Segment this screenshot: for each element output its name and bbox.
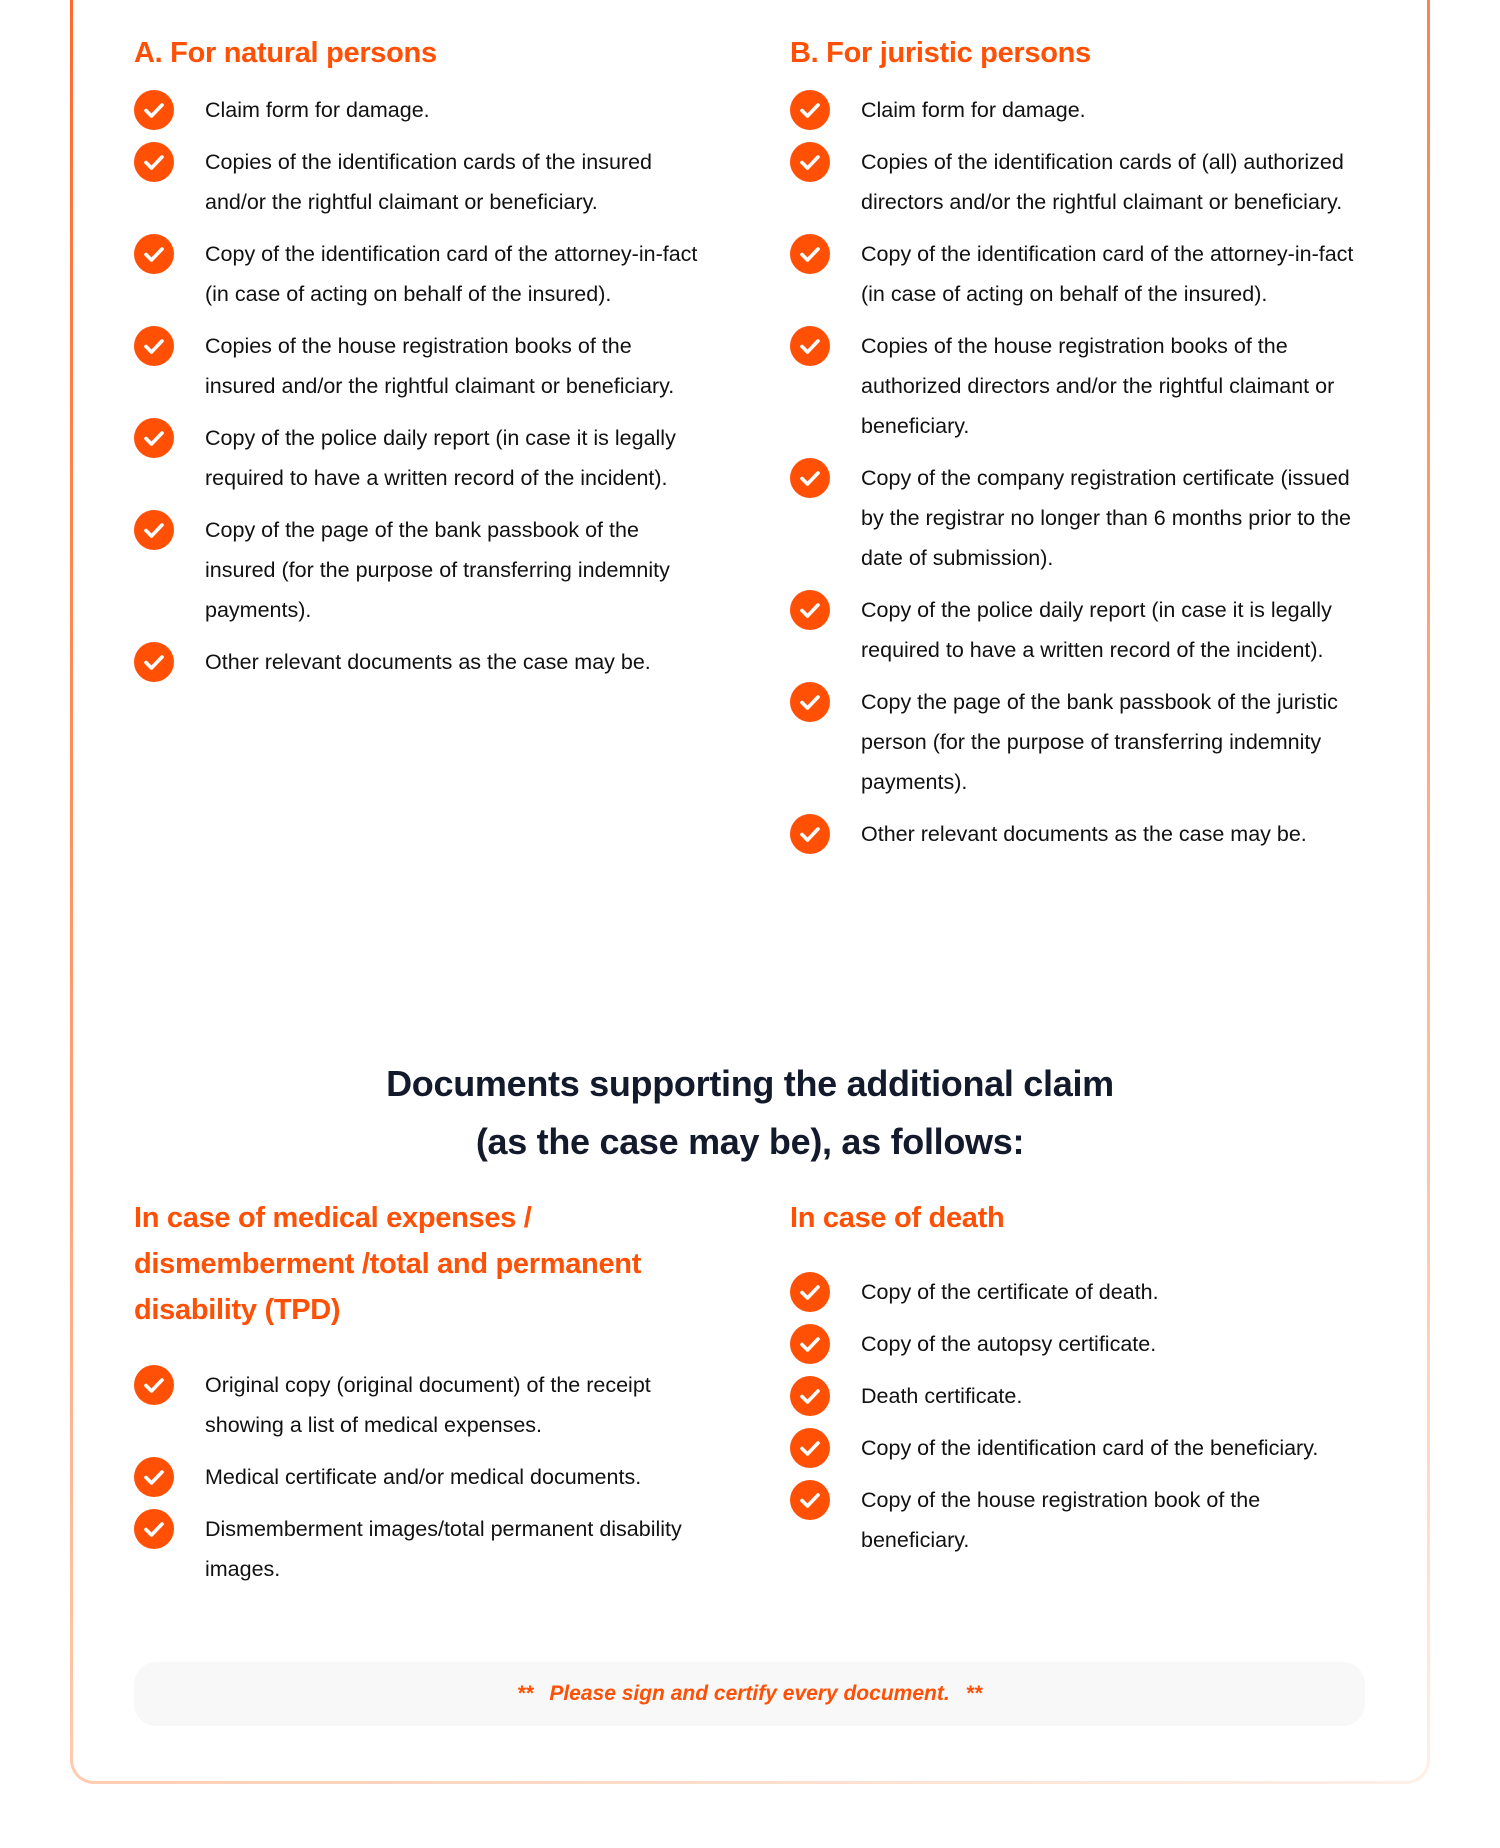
list-item-text: Copies of the identification cards of (all) authorized directors and/or the rightful claimant or beneficiary.	[861, 150, 1344, 214]
list-item	[790, 682, 1361, 802]
list-item	[134, 1365, 705, 1445]
list-item-text: Original copy (original document) of the receipt showing a list of medical expenses.	[205, 1373, 651, 1437]
list-item-text: Copy of the certificate of death.	[861, 1280, 1159, 1304]
list-item-text: Copies of the house registration books of the insured and/or the rightful claimant or beneficiary.	[205, 334, 675, 398]
list-item	[790, 1324, 1361, 1364]
check-circle-icon	[790, 142, 830, 182]
list-item-text: Claim form for damage.	[861, 98, 1086, 122]
medical-title-line2: dismemberment /total and permanent	[134, 1248, 642, 1280]
check-circle-icon	[790, 814, 830, 854]
death-title: In case of death	[790, 1202, 1005, 1234]
list-item	[134, 90, 705, 130]
list-item-text: Medical certificate and/or medical documents.	[205, 1465, 642, 1489]
check-circle-icon	[790, 1324, 830, 1364]
juristic-persons-list	[790, 90, 1380, 854]
check-circle-icon	[134, 1365, 174, 1405]
check-circle-icon	[790, 326, 830, 366]
check-circle-icon	[790, 682, 830, 722]
list-item	[134, 326, 705, 406]
list-item	[134, 1509, 705, 1589]
list-item	[790, 1376, 1361, 1416]
list-item-text: Copy of the autopsy certificate.	[861, 1332, 1157, 1356]
note-text: Please sign and certify every document.	[549, 1682, 950, 1705]
medical-expenses-title	[134, 1195, 724, 1333]
list-item-text: Copy of the identification card of the attorney-in-fact (in case of acting on behalf of the insured).	[861, 242, 1354, 306]
check-circle-icon	[134, 418, 174, 458]
list-item-text: Copy of the house registration book of the beneficiary.	[861, 1488, 1261, 1552]
check-circle-icon	[134, 90, 174, 130]
list-item-text: Copy of the company registration certificate (issued by the registrar no longer than 6 months prior to the date of submission).	[861, 466, 1351, 570]
list-item-text: Copy of the identification card of the beneficiary.	[861, 1436, 1319, 1460]
list-item	[790, 1480, 1361, 1560]
medical-title-line1: In case of medical expenses /	[134, 1202, 532, 1234]
list-item-text: Dismemberment images/total permanent disability images.	[205, 1517, 682, 1581]
medical-title-line3: disability (TPD)	[134, 1294, 341, 1326]
check-circle-icon	[134, 1457, 174, 1497]
list-item	[790, 326, 1361, 446]
juristic-persons-title: B. For juristic persons	[790, 37, 1091, 69]
check-circle-icon	[134, 642, 174, 682]
check-circle-icon	[790, 90, 830, 130]
list-item	[790, 234, 1361, 314]
check-circle-icon	[134, 510, 174, 550]
additional-claim-heading-line2: (as the case may be), as follows:	[475, 1121, 1025, 1162]
sign-certify-note	[134, 1662, 1365, 1726]
check-circle-icon	[790, 1480, 830, 1520]
additional-claim-heading-line1: Documents supporting the additional claim	[386, 1063, 1114, 1104]
note-stars-left: **	[516, 1682, 534, 1705]
list-item-text: Other relevant documents as the case may be.	[205, 650, 651, 674]
list-item-text: Copy of the identification card of the attorney-in-fact (in case of acting on behalf of the insured).	[205, 242, 698, 306]
list-item-text: Copy of the police daily report (in case it is legally required to have a written record of the incident).	[861, 598, 1332, 662]
list-item	[134, 418, 705, 498]
list-item	[790, 458, 1361, 578]
list-item	[134, 234, 705, 314]
additional-claim-heading	[70, 1055, 1430, 1171]
check-circle-icon	[790, 458, 830, 498]
list-item-text: Copy of the page of the bank passbook of the insured (for the purpose of transferring indemnity payments).	[205, 518, 670, 622]
list-item-text: Death certificate.	[861, 1384, 1023, 1408]
list-item	[790, 90, 1361, 130]
check-circle-icon	[134, 142, 174, 182]
list-item	[134, 142, 705, 222]
death-section	[790, 1195, 1380, 1572]
natural-persons-title: A. For natural persons	[134, 37, 437, 69]
list-item	[134, 510, 705, 630]
check-circle-icon	[134, 326, 174, 366]
list-item	[790, 1272, 1361, 1312]
medical-expenses-section	[134, 1195, 724, 1601]
death-list	[790, 1272, 1380, 1560]
list-item	[790, 590, 1361, 670]
list-item-text: Copies of the house registration books of the authorized directors and/or the rightful claimant or beneficiary.	[861, 334, 1335, 438]
note-stars-right: **	[965, 1682, 983, 1705]
check-circle-icon	[790, 1376, 830, 1416]
check-circle-icon	[790, 590, 830, 630]
natural-persons-section	[134, 30, 724, 694]
check-circle-icon	[134, 234, 174, 274]
list-item-text: Other relevant documents as the case may be.	[861, 822, 1307, 846]
check-circle-icon	[134, 1509, 174, 1549]
juristic-persons-section	[790, 30, 1380, 866]
list-item	[134, 1457, 705, 1497]
list-item-text: Copy of the police daily report (in case it is legally required to have a written record of the incident).	[205, 426, 676, 490]
list-item	[790, 814, 1361, 854]
list-item	[790, 1428, 1361, 1468]
check-circle-icon	[790, 1272, 830, 1312]
list-item	[790, 142, 1361, 222]
list-item-text: Copies of the identification cards of the insured and/or the rightful claimant or beneficiary.	[205, 150, 652, 214]
natural-persons-list	[134, 90, 724, 682]
check-circle-icon	[790, 1428, 830, 1468]
list-item-text: Claim form for damage.	[205, 98, 430, 122]
check-circle-icon	[790, 234, 830, 274]
list-item	[134, 642, 705, 682]
list-item-text: Copy the page of the bank passbook of the juristic person (for the purpose of transferring indemnity payments).	[861, 690, 1338, 794]
medical-expenses-list	[134, 1365, 724, 1589]
